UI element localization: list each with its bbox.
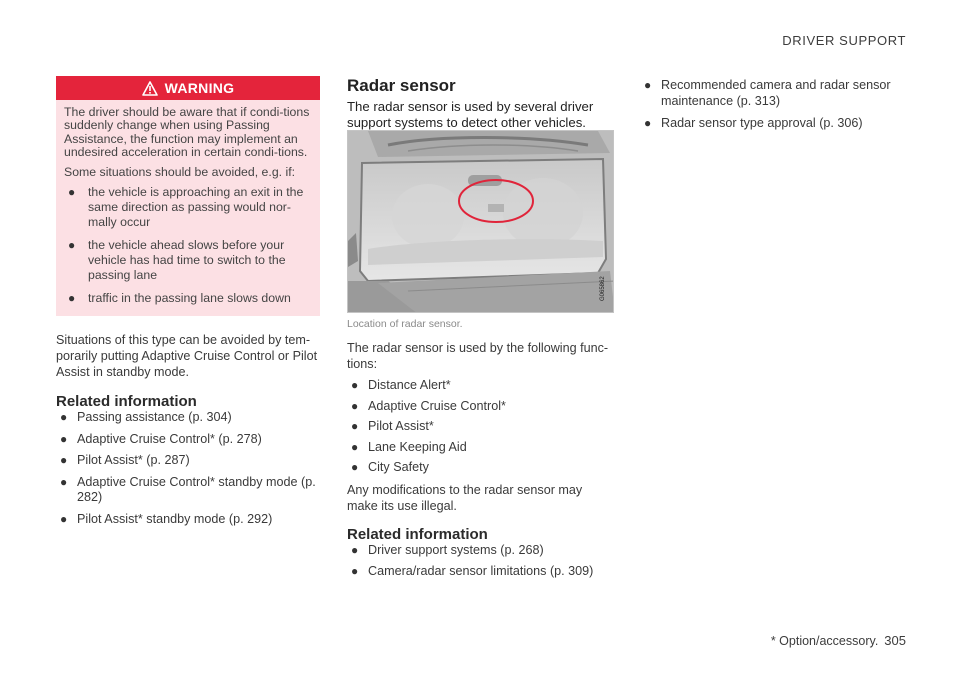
related-link[interactable]: ● Pilot Assist* standby mode (p. 292)	[60, 511, 273, 526]
column-middle-lower	[347, 318, 615, 580]
page-number: 305	[884, 633, 906, 648]
bullet-icon: ●	[68, 185, 76, 200]
bullet-icon: ●	[644, 116, 652, 130]
related-list	[640, 78, 910, 132]
related-link[interactable]: ● Pilot Assist* (p. 287)	[60, 453, 190, 468]
bullet-icon: ●	[60, 453, 68, 468]
column-middle	[347, 76, 615, 131]
list-item: ● Pilot Assist*	[351, 419, 434, 433]
related-list	[56, 410, 320, 527]
list-item: ● the vehicle is approaching an exit in the same direction as passing would nor-mally occur	[68, 185, 304, 230]
list-item: ● Distance Alert*	[351, 378, 451, 392]
related-link[interactable]: ● Recommended camera and radar sensor maintenance (p. 313)	[644, 78, 891, 108]
related-list	[347, 543, 615, 580]
windshield-illustration	[348, 131, 614, 313]
warning-body	[56, 100, 320, 316]
bullet-icon: ●	[60, 431, 68, 446]
figure-code: G065862	[600, 276, 606, 301]
warning-title: WARNING	[164, 80, 235, 96]
list-item: ● traffic in the passing lane slows down	[68, 291, 291, 306]
section-header: DRIVER SUPPORT	[782, 33, 906, 48]
related-info-heading: Related information	[56, 393, 197, 411]
warning-header	[56, 76, 320, 100]
list-item: ● the vehicle ahead slows before your vehicle has had time to switch to the passing lane	[68, 238, 286, 283]
section-lead: The radar sensor is used by several driver support systems to detect other vehicles.	[347, 99, 594, 130]
standby-text: Situations of this type can be avoided by tem-porarily putting Adaptive Cruise Control or Pilot Assist in standby mode.	[56, 333, 318, 380]
warning-triangle-icon	[142, 81, 158, 96]
list-item: ● Lane Keeping Aid	[351, 439, 467, 454]
bullet-icon: ●	[68, 291, 76, 306]
bullet-icon: ●	[351, 419, 359, 433]
related-link[interactable]: ● Radar sensor type approval (p. 306)	[644, 116, 863, 130]
bullet-icon: ●	[60, 410, 68, 425]
figure-caption: Location of radar sensor.	[347, 318, 463, 330]
related-link[interactable]: ● Driver support systems (p. 268)	[351, 542, 544, 557]
column-right	[640, 78, 910, 132]
bullet-icon: ●	[644, 78, 652, 92]
bullet-icon: ●	[351, 460, 359, 474]
list-item: ● Adaptive Cruise Control*	[351, 398, 506, 413]
modification-text: Any modifications to the radar sensor may make its use illegal.	[347, 482, 583, 513]
bullet-icon: ●	[68, 238, 76, 253]
related-link[interactable]: ● Camera/radar sensor limitations (p. 309)	[351, 564, 594, 578]
used-by-text: The radar sensor is used by the following func-tions:	[347, 341, 609, 371]
warning-box	[56, 76, 320, 316]
list-item: ● City Safety	[351, 460, 429, 474]
related-link[interactable]: ● Adaptive Cruise Control* (p. 278)	[60, 431, 262, 446]
bullet-icon: ●	[60, 474, 68, 489]
warning-paragraph: Some situations should be avoided, e.g. if:	[64, 164, 296, 179]
bullet-icon: ●	[351, 564, 359, 578]
radar-sensor-figure	[347, 130, 614, 313]
related-link[interactable]: ● Passing assistance (p. 304)	[60, 410, 232, 425]
section-title: Radar sensor	[347, 76, 456, 95]
warning-list	[64, 185, 312, 306]
bullet-icon: ●	[351, 542, 359, 557]
footnote: * Option/accessory.	[770, 634, 879, 648]
related-link[interactable]: ● Adaptive Cruise Control* standby mode (p. 282)	[60, 474, 316, 505]
functions-list	[347, 378, 615, 476]
bullet-icon: ●	[60, 511, 68, 526]
page-footer	[771, 633, 906, 648]
related-info-heading: Related information	[347, 525, 488, 543]
bullet-icon: ●	[351, 378, 359, 392]
warning-paragraph: The driver should be aware that if condi-tions suddenly change when using Passing Assistance, the function may implement an undesired acceleration in certain condi-tions.	[64, 105, 310, 160]
bullet-icon: ●	[351, 439, 359, 454]
bullet-icon: ●	[351, 398, 359, 413]
column-left	[56, 76, 320, 527]
